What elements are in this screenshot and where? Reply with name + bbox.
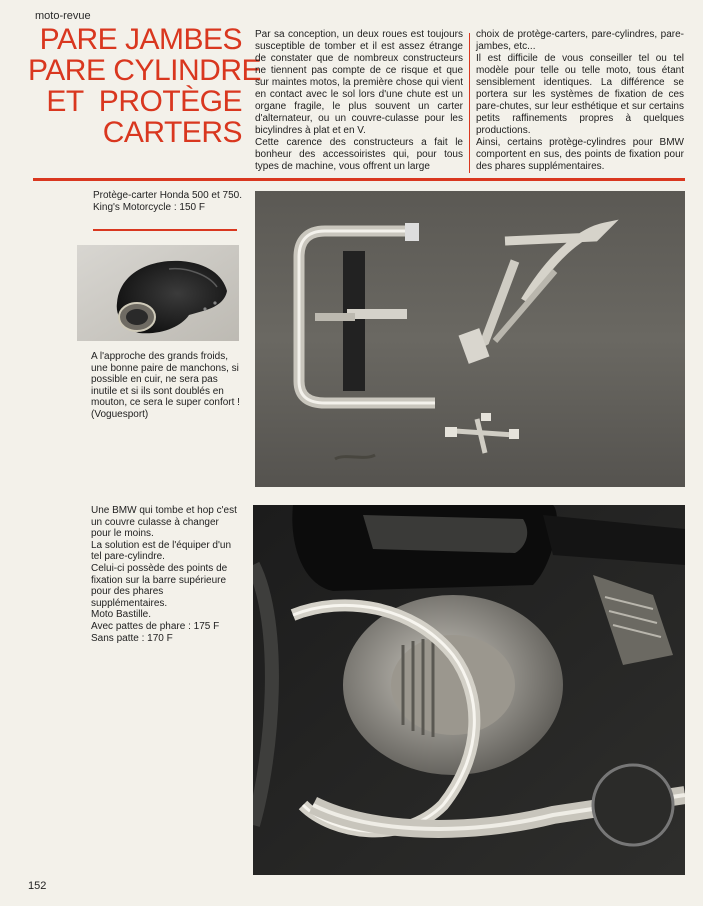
title-line-2: PARE CYLINDRE <box>28 54 262 87</box>
intro-paragraph: Ainsi, certains protège-cylindres pour BMW comportent en sus, des points de fixation pour des phares supplémentaires. <box>476 137 684 172</box>
title-line-3: ET PROTÈGE <box>46 85 242 118</box>
caption-line: A l'approche des grands froids, une bonne paire de manchons, si possible en cuir, ne sera pas inutile et si ils sont doublés en mouton, ce sera le super confort ! <box>91 351 240 409</box>
bmw-engine-photo <box>253 505 685 875</box>
caption-carter <box>93 190 243 213</box>
column-divider <box>469 33 470 173</box>
intro-paragraph: Cette carence des constructeurs a fait le bonheur des accessoiristes qui, pour tous types de machine, vous offrent un large <box>255 137 463 172</box>
caption-line: Celui-ci possède des points de fixation sur la barre supérieure pour des phares supplémentaires. <box>91 562 228 609</box>
caption-line: Sans patte : 170 F <box>91 632 173 644</box>
section-divider <box>33 178 685 181</box>
article-title <box>28 23 262 149</box>
caption-line: Moto Bastille. <box>91 609 152 621</box>
caption-line: Protège-carter Honda 500 et 750. <box>93 190 242 201</box>
intro-paragraph: choix de protège-carters, pare-cylindres, pare-jambes, etc... <box>476 29 684 52</box>
caption-line: King's Motorcycle : 150 F <box>93 201 205 213</box>
intro-paragraph: Par sa conception, un deux roues est toujours susceptible de tomber et il est assez étrange de constater que de nombreux constructeurs ne tiennent pas compte de ce risque et que sur maintes motos, la première chose qui vient en contact avec le sol lors d'une chute est un organe fragile, le plus souvent un carter d'alternateur, ou un couvre-culasse pour les bicylindres à plat et en V. <box>255 29 463 136</box>
caption-gloves <box>91 351 241 421</box>
intro-column-1 <box>255 29 463 173</box>
caption-divider <box>93 229 237 231</box>
title-line-4: CARTERS <box>102 116 242 149</box>
title-line-1: PARE JAMBES <box>39 23 242 56</box>
intro-paragraph: Il est difficile de vous conseiller tel ou tel modèle pour telle ou telle moto, tous étant sensiblement identiques. La différence se portera sur les systèmes de fixation de ces pare-chutes, sur leur esthétique et sur certains petits raffinements propres à quelques productions. <box>476 53 684 136</box>
caption-line: Avec pattes de phare : 175 F <box>91 620 220 632</box>
caption-line: (Voguesport) <box>91 408 149 420</box>
caption-bmw <box>91 505 241 644</box>
caption-line: Une BMW qui tombe et hop c'est un couvre culasse à changer pour le moins. <box>91 505 237 540</box>
gloves-photo <box>77 245 239 341</box>
intro-column-2 <box>476 29 684 173</box>
crash-bars-photo <box>255 191 685 487</box>
page-number: 152 <box>28 880 47 892</box>
caption-line: La solution est de l'équiper d'un tel pare-cylindre. <box>91 539 232 563</box>
section-header: moto-revue <box>35 10 91 22</box>
